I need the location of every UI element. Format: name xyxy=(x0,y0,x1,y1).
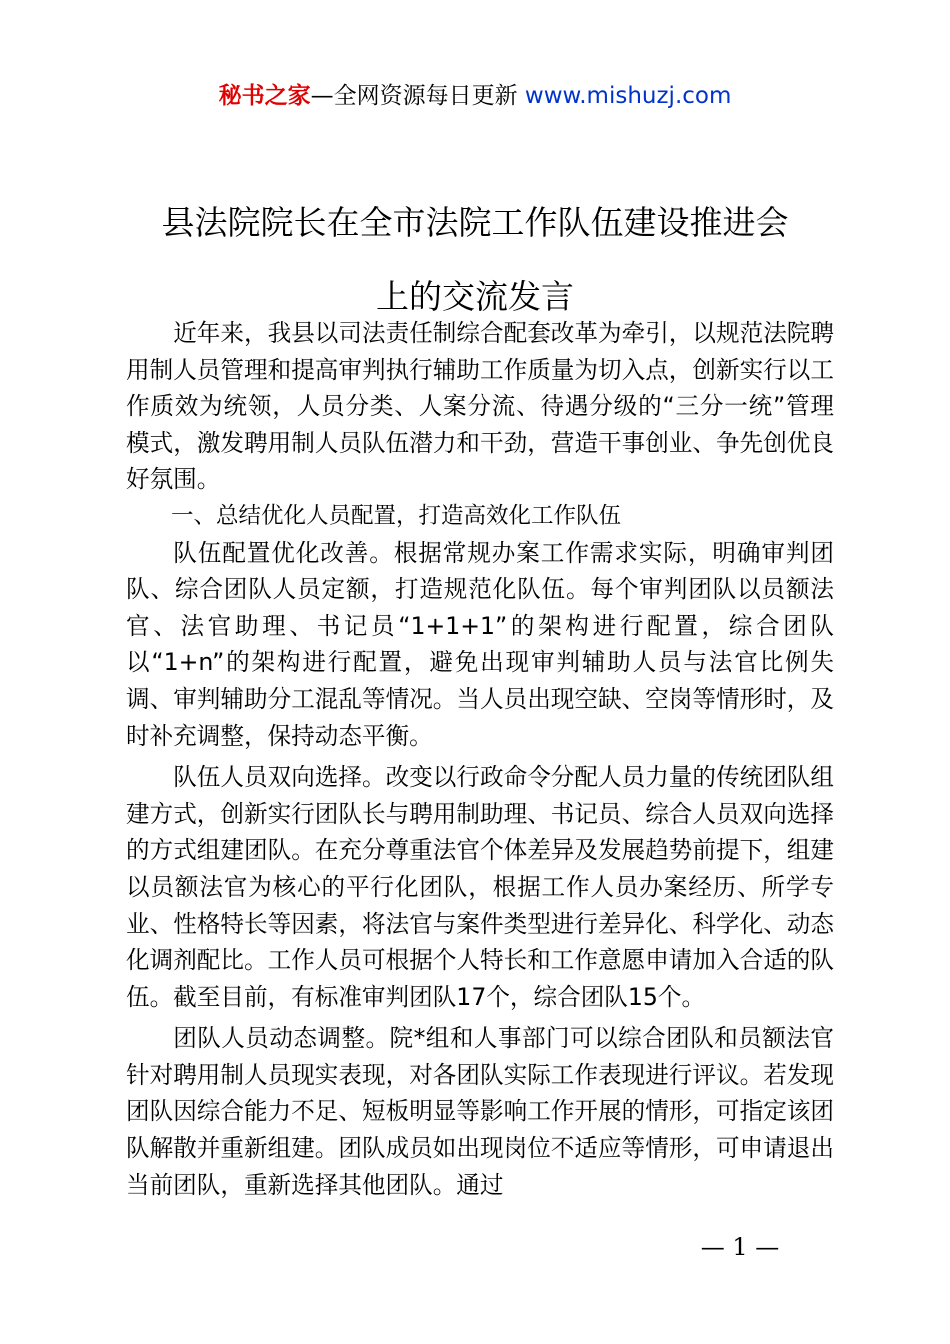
document-title-line-2: 上的交流发言 xyxy=(376,277,574,316)
document-title xyxy=(100,186,850,334)
document-body xyxy=(126,315,834,1203)
body-paragraph-dynamic-adjustment: 团队人员动态调整。院*组和人事部门可以综合团队和员额法官针对聘用制人员现实表现，对各团队实际工作表现进行评议。若发现团队因综合能力不足、短板明显等影响工作开展的情形，可指定该团队解散并重新组建。团队成员如出现岗位不适应等情形，可申请退出当前团队，重新选择其他团队。通过 xyxy=(126,1024,834,1199)
body-paragraph-two-way-selection: 队伍人员双向选择。改变以行政命令分配人员力量的传统团队组建方式，创新实行团队长与聘用制助理、书记员、综合人员双向选择的方式组建团队。在充分尊重法官个体差异及发展趋势前提下，组建以员额法官为核心的平行化团队，根据工作人员办案经历、所学专业、性格特长等因素，将法官与案件类型进行差异化、科学化、动态化调剂配比。工作人员可根据个人特长和工作意愿申请加入合适的队伍。截至目前，有标准审判团队17个，综合团队15个。 xyxy=(126,763,834,1011)
section-heading-1: 一、总结优化人员配置，打造高效化工作队伍 xyxy=(171,502,622,529)
site-name: 秘书之家 xyxy=(218,83,311,109)
site-banner xyxy=(0,80,950,112)
page-number: — 1 — xyxy=(700,1233,780,1261)
site-tagline: —全网资源每日更新 xyxy=(310,83,518,109)
body-paragraph-intro: 近年来，我县以司法责任制综合配套改革为牵引，以规范法院聘用制人员管理和提高审判执行辅助工作质量为切入点，创新实行以工作质效为统领，人员分类、人案分流、待遇分级的“三分一统”管理模式，激发聘用制人员队伍潜力和干劲，营造干事创业、争先创优良好氛围。 xyxy=(126,319,834,494)
document-title-line-1: 县法院院长在全市法院工作队伍建设推进会 xyxy=(161,203,789,242)
site-url-link[interactable]: www.mishuzj.com xyxy=(524,83,732,109)
body-paragraph-team-config: 队伍配置优化改善。根据常规办案工作需求实际，明确审判团队、综合团队人员定额，打造规范化队伍。每个审判团队以员额法官、法官助理、书记员“1+1+1”的架构进行配置，综合团队以“1+n”的架构进行配置，避免出现审判辅助人员与法官比例失调、审判辅助分工混乱等情况。当人员出现空缺、空岗等情形时，及时补充调整，保持动态平衡。 xyxy=(126,538,834,750)
